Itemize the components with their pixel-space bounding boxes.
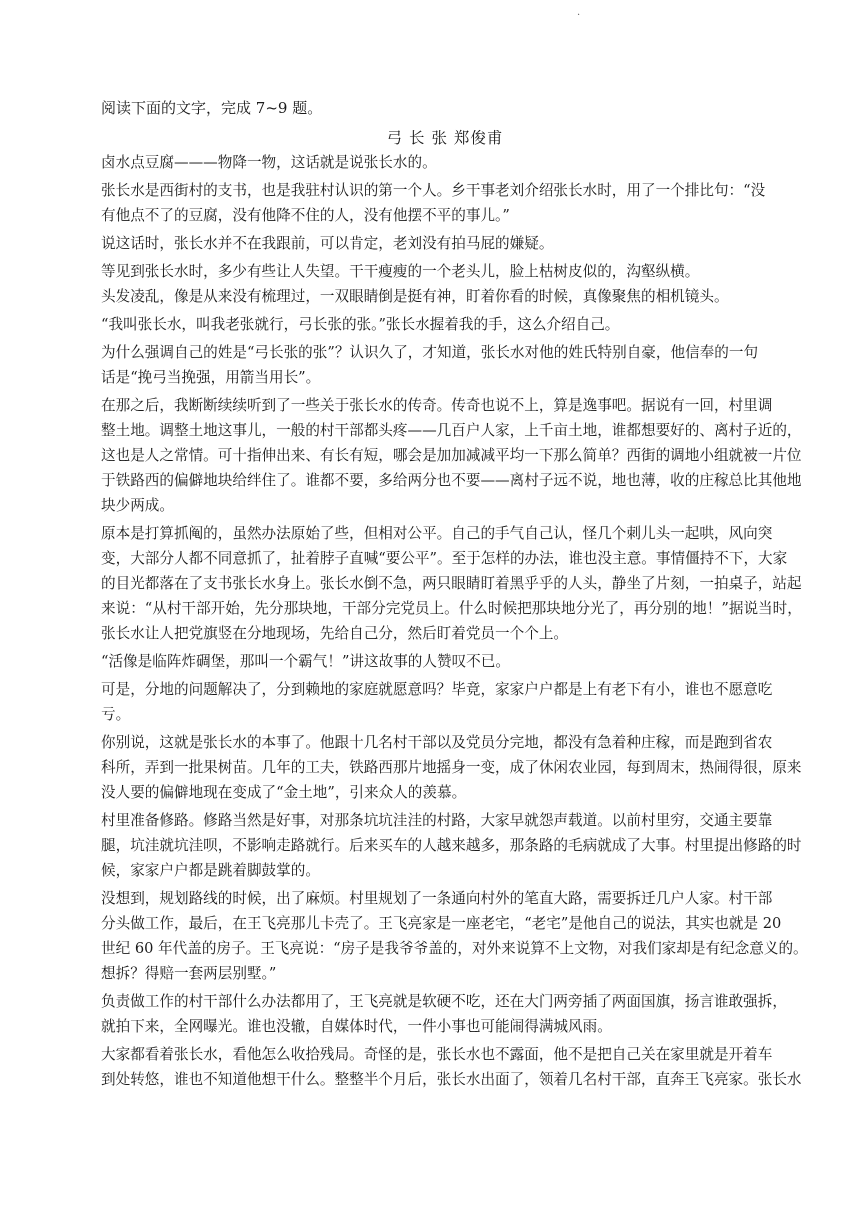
paragraph-line: 等见到张长水时，多少有些让人失望。干干瘦瘦的一个老头儿，脸上枯树皮似的，沟壑纵横。 <box>101 263 700 280</box>
paragraph-line: 变，大部分人都不同意抓了，扯着脖子直喊“要公平”。至于怎样的办法，谁也没主意。事情僵持不下，大家 <box>101 550 788 567</box>
paragraph-line: 大家都看着张长水，看他怎么收拾残局。奇怪的是，张长水也不露面，他不是把自己关在家里就是开着车 <box>101 1046 773 1063</box>
paragraph <box>101 521 802 646</box>
paragraph-line: 没人要的偏僻地现在变成了“金土地”，引来众人的羡慕。 <box>101 784 467 801</box>
paragraph-line: 村里准备修路。修路当然是好事，对那条坑坑洼洼的村路，大家早就怨声载道。以前村里穷，交通主要靠 <box>101 812 773 829</box>
paragraph-line: “我叫张长水，叫我老张就行，弓长张的张。”张长水握着我的手，这么介绍自己。 <box>101 316 620 333</box>
paragraph-line: 这也是人之常情。可十指伸出来、有长有短，哪会是加加减减平均一下那么简单？西街的调地小组就被一片位 <box>101 447 802 464</box>
paragraph <box>101 677 789 727</box>
article-body <box>101 150 808 1092</box>
paragraph-line: 在那之后，我断断续续听到了一些关于张长水的传奇。传奇也说不上，算是逸事吧。据说有一回，村里调 <box>101 397 773 414</box>
paragraph-line: 想拆？得赔一套两层别墅。” <box>101 965 277 982</box>
instruction-text: 阅读下面的文字，完成 7~9 题。 <box>101 99 323 117</box>
paragraph <box>101 886 808 986</box>
paragraph-line: 就拍下来，全网曝光。谁也没辙，自媒体时代，一件小事也可能闹得满城风雨。 <box>101 1018 612 1035</box>
paragraph <box>101 989 789 1039</box>
paragraph <box>101 393 802 518</box>
paragraph-line: 候，家家户户都是跳着脚鼓掌的。 <box>101 862 320 879</box>
paragraph <box>101 312 789 337</box>
paragraph <box>101 178 789 228</box>
paragraph-line: 到处转悠，谁也不知道他想干什么。整整半个月后，张长水出面了，领着几名村干部，直奔王飞亮家。张长水 <box>101 1071 802 1088</box>
paragraph-line: 卤水点豆腐———物降一物，这话就是说张长水的。 <box>101 154 437 171</box>
paragraph-line: 腿，坑洼就坑洼呗，不影响走路就行。后来买车的人越来越多，那条路的毛病就成了大事。村里提出修路的时 <box>101 837 802 854</box>
article-title: 弓 长 张 郑俊甫 <box>386 129 504 147</box>
page-mark: · <box>577 10 581 21</box>
paragraph-line: 为什么强调自己的姓是“弓长张的张”？认识久了，才知道，张长水对他的姓氏特别自豪，他信奉的一句 <box>101 344 759 361</box>
paragraph-line: 的目光都落在了支书张长水身上。张长水倒不急，两只眼睛盯着黑乎乎的人头，静坐了片刻，一拍桌子，站起 <box>101 575 802 592</box>
paragraph-line: 头发凌乱，像是从来没有梳理过，一双眼睛倒是挺有神，盯着你看的时候，真像聚焦的相机镜头。 <box>101 288 729 305</box>
paragraph-line: “活像是临阵炸碉堡，那叫一个霸气！”讲这故事的人赞叹不已。 <box>101 653 510 670</box>
paragraph <box>101 340 789 390</box>
paragraph-line: 亏。 <box>101 706 131 723</box>
paragraph <box>101 1042 802 1092</box>
paragraph <box>101 730 802 805</box>
paragraph-line: 世纪 60 年代盖的房子。王飞亮说：“房子是我爷爷盖的，对外来说算不上文物，对我们家却是有纪念意义的。 <box>101 940 808 957</box>
paragraph-line: 负责做工作的村干部什么办法都用了，王飞亮就是软硬不吃，还在大门两旁插了两面国旗，扬言谁敢强拆， <box>101 993 787 1010</box>
paragraph-line: 没想到，规划路线的时候，出了麻烦。村里规划了一条通向村外的笔直大路，需要拆迁几户人家。村干部 <box>101 890 773 907</box>
paragraph-line: 于铁路西的偏僻地块给绊住了。谁都不要，多给两分也不要——离村子远不说，地也薄，收的庄稼总比其他地 <box>101 472 802 489</box>
paragraph-line: 话是“挽弓当挽强，用箭当用长”。 <box>101 369 321 386</box>
paragraph <box>101 649 789 674</box>
paragraph-line: 你别说，这就是张长水的本事了。他跟十几名村干部以及党员分完地，都没有急着种庄稼，而是跑到省农 <box>101 734 773 751</box>
document-page <box>101 96 808 1095</box>
paragraph-line: 有他点不了的豆腐，没有他降不住的人，没有他摆不平的事儿。” <box>101 207 510 224</box>
paragraph-line: 张长水是西街村的支书，也是我驻村认识的第一个人。乡干事老刘介绍张长水时，用了一个排比句：“没 <box>101 182 766 199</box>
paragraph-line: 分头做工作，最后，在王飞亮那儿卡壳了。王飞亮家是一座老宅，“老宅”是他自己的说法，其实也就是 20 <box>101 915 782 932</box>
paragraph-line: 说这话时，张长水并不在我跟前，可以肯定，老刘没有拍马屁的嫌疑。 <box>101 235 554 252</box>
paragraph-line: 来说：“从村干部开始，先分那块地，干部分完党员上。什么时候把那块地分光了，再分别的地！”据说当时， <box>101 600 802 617</box>
paragraph <box>101 231 789 256</box>
paragraph <box>101 150 789 175</box>
paragraph-line: 可是，分地的问题解决了，分到赖地的家庭就愿意吗？毕竟，家家户户都是上有老下有小，谁也不愿意吃 <box>101 681 773 698</box>
paragraph-line: 科所，弄到一批果树苗。几年的工夫，铁路西那片地摇身一变，成了休闲农业园，每到周末，热闹得很，原来 <box>101 759 802 776</box>
paragraph-line: 张长水让人把党旗竖在分地现场，先给自己分，然后盯着党员一个个上。 <box>101 625 569 642</box>
paragraph-line: 块少两成。 <box>101 497 174 514</box>
paragraph <box>101 259 789 309</box>
paragraph <box>101 808 802 883</box>
paragraph-line: 原本是打算抓阄的，虽然办法原始了些，但相对公平。自己的手气自己认，怪几个刺儿头一起哄，风向突 <box>101 525 773 542</box>
paragraph-line: 整土地。调整土地这事儿，一般的村干部都头疼——几百户人家，上千亩土地，谁都想要好的、离村子近的， <box>101 422 802 439</box>
